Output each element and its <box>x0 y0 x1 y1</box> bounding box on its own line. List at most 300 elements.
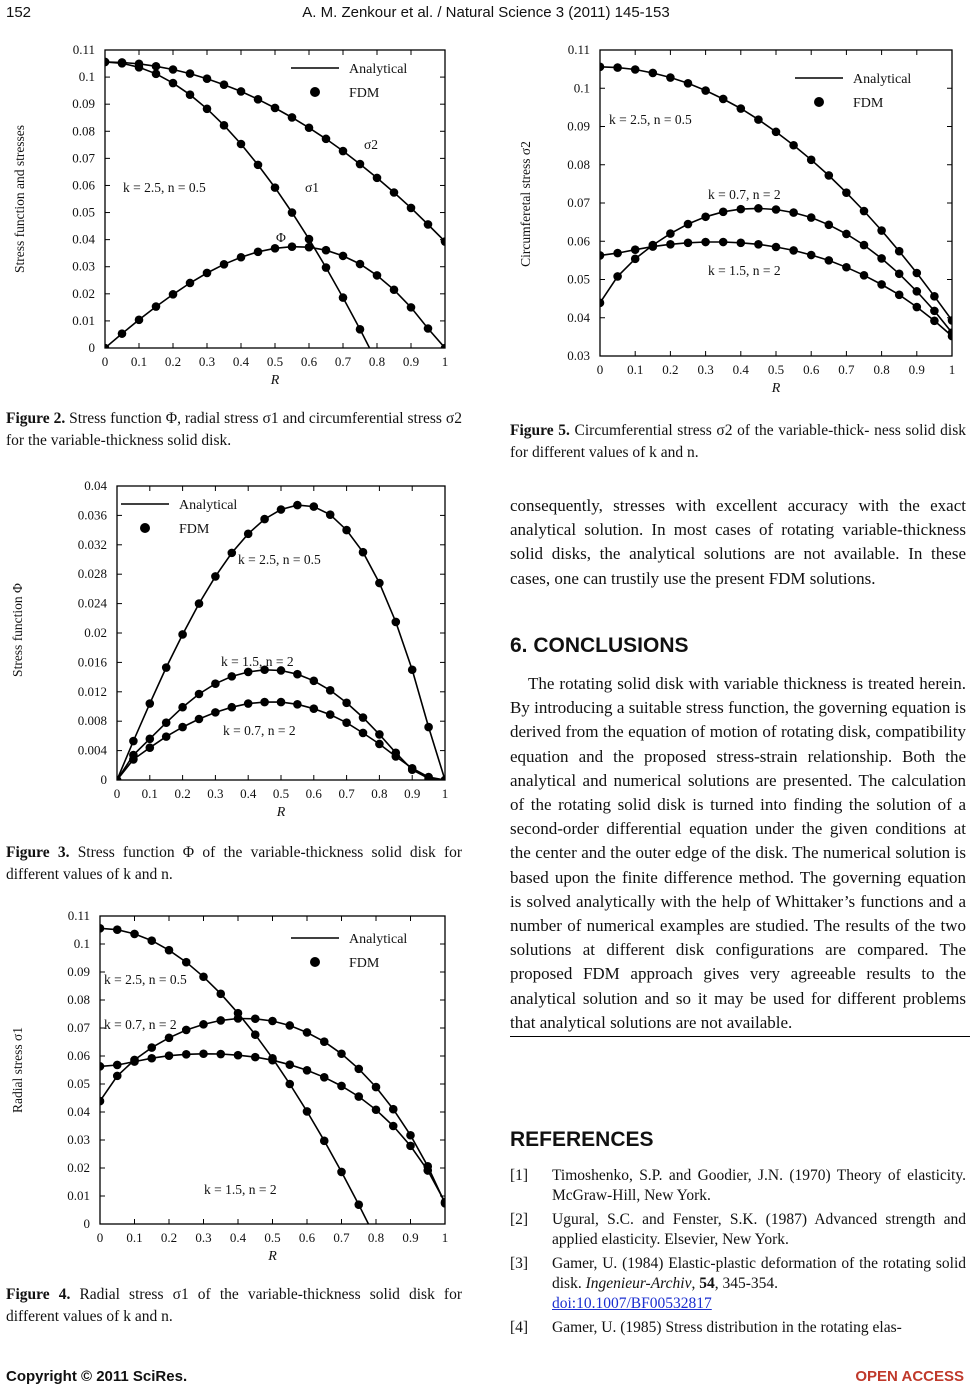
y-tick-label: 0.11 <box>72 44 95 57</box>
x-tick-label: 0.7 <box>333 1230 350 1245</box>
data-point <box>271 104 280 113</box>
legend-label: Analytical <box>349 62 408 77</box>
reference-text: Timoshenko, S.P. and Goodier, J.N. (1970) Theory of elasticity. McGraw-Hill, New York. <box>552 1167 966 1204</box>
data-point <box>424 220 433 229</box>
x-tick-label: 0.5 <box>767 362 785 377</box>
data-point <box>118 59 127 68</box>
data-point <box>220 121 229 130</box>
data-point <box>216 1050 225 1059</box>
x-tick-label: 0.4 <box>732 362 749 377</box>
caption-text: Radial stress σ1 of the variable-thickness solid disk for different values of k and n. <box>6 1286 462 1325</box>
data-point <box>211 679 220 688</box>
data-point <box>320 1037 329 1046</box>
data-point <box>320 1073 329 1082</box>
data-point <box>701 86 710 95</box>
y-tick-label: 0.04 <box>67 1104 90 1119</box>
data-point <box>251 1030 260 1039</box>
data-point <box>216 990 225 999</box>
data-point <box>613 63 622 72</box>
data-point <box>441 344 450 353</box>
data-point <box>326 710 335 719</box>
x-tick-label: 0.9 <box>908 362 925 377</box>
data-point <box>178 630 187 639</box>
series-group <box>113 501 450 784</box>
data-point <box>441 237 450 246</box>
running-title: A. M. Zenkour et al. / Natural Science 3 (2011) 145-153 <box>302 4 670 21</box>
y-tick-label: 0 <box>100 772 107 787</box>
data-point <box>389 1105 398 1114</box>
fig4-svg <box>8 910 456 1276</box>
x-tick-label: 0.6 <box>298 1230 316 1245</box>
reference-item <box>510 1318 966 1338</box>
x-tick-label: 0.9 <box>402 1230 419 1245</box>
data-point <box>165 1051 174 1060</box>
references-heading: REFERENCES <box>510 1128 654 1151</box>
reference-number: [1] <box>510 1167 529 1184</box>
legend-marker-symbol <box>814 97 824 107</box>
data-point <box>96 1062 105 1071</box>
reference-separator: , <box>691 1275 700 1292</box>
data-point <box>129 737 138 746</box>
data-point <box>701 212 710 221</box>
data-point <box>666 229 675 238</box>
y-tick-label: 0 <box>83 1216 90 1231</box>
series-line <box>105 247 445 348</box>
data-point <box>195 690 204 699</box>
figure-5-chart <box>512 44 962 408</box>
data-point <box>373 174 382 183</box>
footer-copyright: Copyright © 2011 SciRes. <box>6 1368 188 1385</box>
x-tick-label: 0.8 <box>367 1230 385 1245</box>
y-tick-label: 0.1 <box>78 69 95 85</box>
data-point <box>772 205 781 214</box>
data-point <box>228 703 237 712</box>
data-point <box>162 663 171 672</box>
data-point <box>359 548 368 557</box>
y-tick-label: 0.09 <box>72 96 95 112</box>
data-point <box>389 1122 398 1131</box>
data-point <box>152 70 161 79</box>
data-point <box>199 1020 208 1029</box>
x-tick-label: 0.6 <box>305 786 322 801</box>
data-point <box>372 1105 381 1114</box>
doi-link[interactable]: doi:10.1007/BF00532817 <box>552 1295 712 1312</box>
data-point <box>948 332 957 341</box>
data-point <box>424 324 433 333</box>
data-point <box>293 700 302 709</box>
data-point <box>913 269 922 278</box>
data-point <box>320 1137 329 1146</box>
data-point <box>789 141 798 150</box>
data-point <box>211 572 220 581</box>
data-point <box>288 208 297 217</box>
data-point <box>807 155 816 164</box>
x-tick-label: 1 <box>948 362 956 377</box>
data-point <box>913 303 922 312</box>
data-point <box>860 271 869 280</box>
data-point <box>322 135 331 144</box>
series-group <box>113 698 450 785</box>
data-point <box>359 729 368 738</box>
y-tick-label: 0.02 <box>84 625 107 640</box>
figure-4-chart <box>8 910 456 1276</box>
data-point <box>359 713 368 722</box>
data-point <box>305 123 314 132</box>
data-point <box>423 1166 432 1175</box>
data-point <box>285 1060 294 1069</box>
data-point <box>277 505 286 514</box>
data-point <box>271 183 280 192</box>
x-tick-label: 0.8 <box>371 786 388 801</box>
data-point <box>195 715 204 724</box>
data-point <box>186 69 195 78</box>
data-point <box>390 285 399 294</box>
data-point <box>895 247 904 256</box>
y-tick-label: 0.02 <box>72 285 95 301</box>
x-tick-label: 0.5 <box>264 1230 281 1245</box>
figure-5-caption <box>510 420 966 464</box>
x-tick-label: 0 <box>113 786 121 801</box>
data-point <box>293 670 302 679</box>
data-point <box>390 188 399 197</box>
data-point <box>719 207 728 216</box>
annotation-label: k = 1.5, n = 2 <box>708 263 781 278</box>
x-tick-label: 0.9 <box>404 786 421 801</box>
series-group <box>101 58 450 246</box>
y-axis-label: Stress function and stresses <box>12 124 27 274</box>
annotation-label: k = 2.5, n = 0.5 <box>104 972 187 987</box>
data-point <box>719 95 728 104</box>
figure-3-chart <box>8 480 456 834</box>
data-point <box>895 291 904 300</box>
reference-number: [3] <box>510 1255 529 1272</box>
y-tick-label: 0.06 <box>67 1048 90 1063</box>
y-tick-label: 0.01 <box>67 1188 90 1203</box>
paragraph-results <box>510 494 966 591</box>
annotation-label: k = 0.7, n = 2 <box>223 723 296 738</box>
data-point <box>392 752 401 761</box>
data-point <box>842 188 851 197</box>
data-point <box>825 256 834 265</box>
data-point <box>147 1054 156 1063</box>
y-tick-label: 0.06 <box>567 233 590 249</box>
data-point <box>337 1049 346 1058</box>
data-point <box>162 718 171 727</box>
data-point <box>203 104 212 113</box>
data-point <box>146 735 155 744</box>
data-point <box>375 740 384 749</box>
data-point <box>596 251 605 260</box>
x-axis-label: R <box>268 1249 277 1264</box>
data-point <box>772 243 781 252</box>
data-point <box>356 325 365 334</box>
caption-label: Figure 4. <box>6 1286 71 1303</box>
reference-text: Ugural, S.C. and Fenster, S.K. (1987) Advanced strength and applied elasticity. Elsevier, New York. <box>552 1211 966 1248</box>
y-tick-label: 0.03 <box>567 348 590 363</box>
y-tick-label: 0.04 <box>84 480 107 493</box>
data-point <box>342 526 351 535</box>
legend-label: Analytical <box>853 72 912 87</box>
data-point <box>169 65 178 74</box>
y-tick-label: 0.07 <box>72 150 95 166</box>
data-point <box>754 240 763 249</box>
data-point <box>113 776 122 785</box>
y-tick-label: 0.1 <box>73 936 90 951</box>
data-point <box>322 246 331 255</box>
data-point <box>930 292 939 301</box>
data-point <box>342 699 351 708</box>
data-point <box>737 238 746 247</box>
data-point <box>342 718 351 727</box>
data-point <box>877 226 886 235</box>
data-point <box>877 280 886 289</box>
legend-marker-symbol <box>140 523 150 533</box>
y-tick-label: 0.08 <box>67 992 90 1007</box>
data-point <box>237 87 246 96</box>
reference-text: Gamer, U. (1985) Stress distribution in the rotating elas- <box>552 1319 902 1336</box>
data-point <box>169 79 178 88</box>
series-group <box>96 1014 450 1207</box>
figure-2-caption <box>6 408 462 452</box>
data-point <box>337 1082 346 1091</box>
data-point <box>772 128 781 137</box>
data-point <box>130 930 139 939</box>
data-point <box>356 260 365 269</box>
data-point <box>152 302 161 311</box>
x-tick-label: 0.4 <box>240 786 257 801</box>
fig5-svg <box>512 44 962 408</box>
x-tick-label: 0.9 <box>402 354 420 369</box>
data-point <box>162 732 171 741</box>
data-point <box>251 1014 260 1023</box>
plot-frame <box>100 916 445 1224</box>
y-tick-label: 0.01 <box>72 312 95 328</box>
y-tick-label: 0.02 <box>67 1160 90 1175</box>
annotation-label: k = 1.5, n = 2 <box>221 654 294 669</box>
caption-text: Stress function Φ, radial stress σ1 and circumferential stress σ2 for the variable-thickness solid disk. <box>6 410 463 449</box>
data-point <box>807 213 816 222</box>
annotation-label: k = 1.5, n = 2 <box>204 1182 277 1197</box>
x-tick-label: 0.3 <box>207 786 224 801</box>
data-point <box>228 549 237 558</box>
data-point <box>195 599 204 608</box>
data-point <box>182 1026 191 1035</box>
y-tick-label: 0.07 <box>67 1020 90 1035</box>
annotation-label: k = 2.5, n = 0.5 <box>123 180 206 195</box>
y-tick-label: 0.028 <box>77 566 107 582</box>
data-point <box>373 271 382 280</box>
data-point <box>254 248 263 257</box>
data-point <box>147 936 156 945</box>
series-line <box>600 242 952 336</box>
data-point <box>169 290 178 299</box>
data-point <box>203 74 212 83</box>
series-group <box>101 242 450 352</box>
data-point <box>754 204 763 213</box>
data-point <box>182 1050 191 1059</box>
data-point <box>254 161 263 170</box>
legend-marker-symbol <box>310 87 320 97</box>
data-point <box>666 73 675 82</box>
data-point <box>326 510 335 519</box>
data-point <box>310 502 319 511</box>
data-point <box>268 1017 277 1026</box>
caption-text: Stress function Φ of the variable-thickness solid disk for different values of k and n. <box>6 844 463 883</box>
x-tick-label: 0.3 <box>697 362 714 377</box>
data-point <box>303 1107 312 1116</box>
x-tick-label: 1 <box>441 786 449 801</box>
data-point <box>684 220 693 229</box>
series-line <box>117 702 445 780</box>
caption-text: Circumferential stress σ2 of the variable-thick- ness solid disk for different values of k and n. <box>510 422 967 461</box>
section-divider <box>510 1036 970 1037</box>
y-tick-label: 0.004 <box>77 742 107 758</box>
data-point <box>684 79 693 88</box>
data-point <box>375 579 384 588</box>
legend-label: FDM <box>349 86 380 101</box>
fig2-svg <box>8 44 456 398</box>
data-point <box>326 686 335 695</box>
data-point <box>244 699 253 708</box>
y-tick-label: 0.016 <box>77 654 107 670</box>
x-tick-label: 0.1 <box>130 354 148 369</box>
data-point <box>631 255 640 264</box>
y-tick-label: 0.024 <box>77 595 107 611</box>
data-point <box>234 1014 243 1023</box>
data-point <box>237 253 246 262</box>
x-tick-label: 0.1 <box>126 1230 143 1245</box>
data-point <box>182 958 191 967</box>
data-point <box>251 1053 260 1062</box>
data-point <box>113 1072 122 1081</box>
paragraph-conclusions <box>510 672 966 1035</box>
annotation-label: σ1 <box>305 180 320 195</box>
y-tick-label: 0.032 <box>77 536 107 552</box>
data-point <box>649 242 658 251</box>
y-tick-label: 0.05 <box>67 1076 90 1091</box>
data-point <box>96 1097 105 1106</box>
data-point <box>441 1198 450 1207</box>
data-point <box>354 1092 363 1101</box>
page-header <box>0 2 972 24</box>
x-tick-label: 0.6 <box>300 354 318 369</box>
footer-open-access: OPEN ACCESS <box>855 1368 964 1385</box>
x-tick-label: 0 <box>96 1230 104 1245</box>
data-point <box>96 924 105 933</box>
data-point <box>285 1080 294 1089</box>
data-point <box>147 1043 156 1052</box>
annotation-label: k = 2.5, n = 0.5 <box>609 112 692 127</box>
data-point <box>178 703 187 712</box>
reference-item <box>510 1210 966 1250</box>
annotation-label: k = 0.7, n = 2 <box>708 187 781 202</box>
x-tick-label: 0.4 <box>229 1230 247 1245</box>
x-tick-label: 0.5 <box>272 786 290 801</box>
reference-journal: Ingenieur-Archiv <box>585 1275 692 1292</box>
y-tick-label: 0 <box>88 340 95 355</box>
data-point <box>407 303 416 312</box>
data-point <box>596 299 605 308</box>
y-tick-label: 0.036 <box>77 507 107 523</box>
data-point <box>310 676 319 685</box>
data-point <box>234 1051 243 1060</box>
data-point <box>613 272 622 281</box>
y-axis-label: Stress function Φ <box>10 583 25 677</box>
x-tick-label: 0.7 <box>838 362 855 377</box>
reference-volume: 54 <box>699 1275 715 1292</box>
legend-label: Analytical <box>179 498 238 513</box>
x-tick-label: 0.8 <box>873 362 890 377</box>
caption-label: Figure 5. <box>510 422 570 439</box>
reference-number: [4] <box>510 1319 529 1336</box>
data-point <box>216 1016 225 1025</box>
section-heading-conclusions: 6. CONCLUSIONS <box>510 634 689 657</box>
legend-marker-symbol <box>310 957 320 967</box>
y-tick-label: 0.04 <box>72 231 95 247</box>
x-tick-label: 0.2 <box>160 1230 178 1245</box>
data-point <box>303 1028 312 1037</box>
data-point <box>228 672 237 681</box>
data-point <box>895 269 904 278</box>
legend-label: FDM <box>349 956 380 971</box>
reference-number: [2] <box>510 1211 529 1228</box>
data-point <box>596 63 605 72</box>
data-point <box>825 171 834 180</box>
data-point <box>789 246 798 255</box>
x-tick-label: 0.8 <box>368 354 386 369</box>
data-point <box>789 208 798 217</box>
data-point <box>649 69 658 78</box>
x-tick-label: 0.7 <box>334 354 352 369</box>
x-tick-label: 0.1 <box>141 786 158 801</box>
reference-item <box>510 1254 966 1314</box>
paragraph-text: consequently, stresses with excellent accuracy with the exact analytical solution. In most cases of rotating variable-thickness solid disks, the analytical solutions are not available. In these cases, one can trustily use the present FDM solutions. <box>510 496 966 588</box>
data-point <box>285 1021 294 1030</box>
y-tick-label: 0.09 <box>67 964 90 979</box>
plot-frame <box>600 50 952 356</box>
y-axis-label: Radial stress σ1 <box>10 1026 25 1114</box>
data-point <box>684 238 693 247</box>
data-point <box>631 245 640 254</box>
y-tick-label: 0.04 <box>567 309 590 325</box>
data-point <box>135 316 144 325</box>
data-point <box>860 207 869 216</box>
data-point <box>825 221 834 230</box>
data-point <box>737 104 746 113</box>
y-tick-label: 0.05 <box>72 204 95 220</box>
x-tick-label: 0.5 <box>266 354 284 369</box>
data-point <box>146 699 155 708</box>
data-point <box>754 115 763 124</box>
x-tick-label: 0.6 <box>803 362 820 377</box>
data-point <box>178 723 187 732</box>
y-tick-label: 0.09 <box>567 118 590 134</box>
data-point <box>244 529 253 538</box>
data-point <box>260 515 269 524</box>
data-point <box>339 293 348 302</box>
data-point <box>293 501 302 510</box>
data-point <box>877 254 886 263</box>
y-tick-label: 0.03 <box>72 258 95 274</box>
figure-2-chart <box>8 44 456 398</box>
data-point <box>254 95 263 104</box>
data-point <box>146 743 155 752</box>
x-axis-label: R <box>771 381 781 396</box>
data-point <box>406 1131 415 1140</box>
data-point <box>392 618 401 627</box>
data-point <box>339 252 348 261</box>
data-point <box>310 704 319 713</box>
